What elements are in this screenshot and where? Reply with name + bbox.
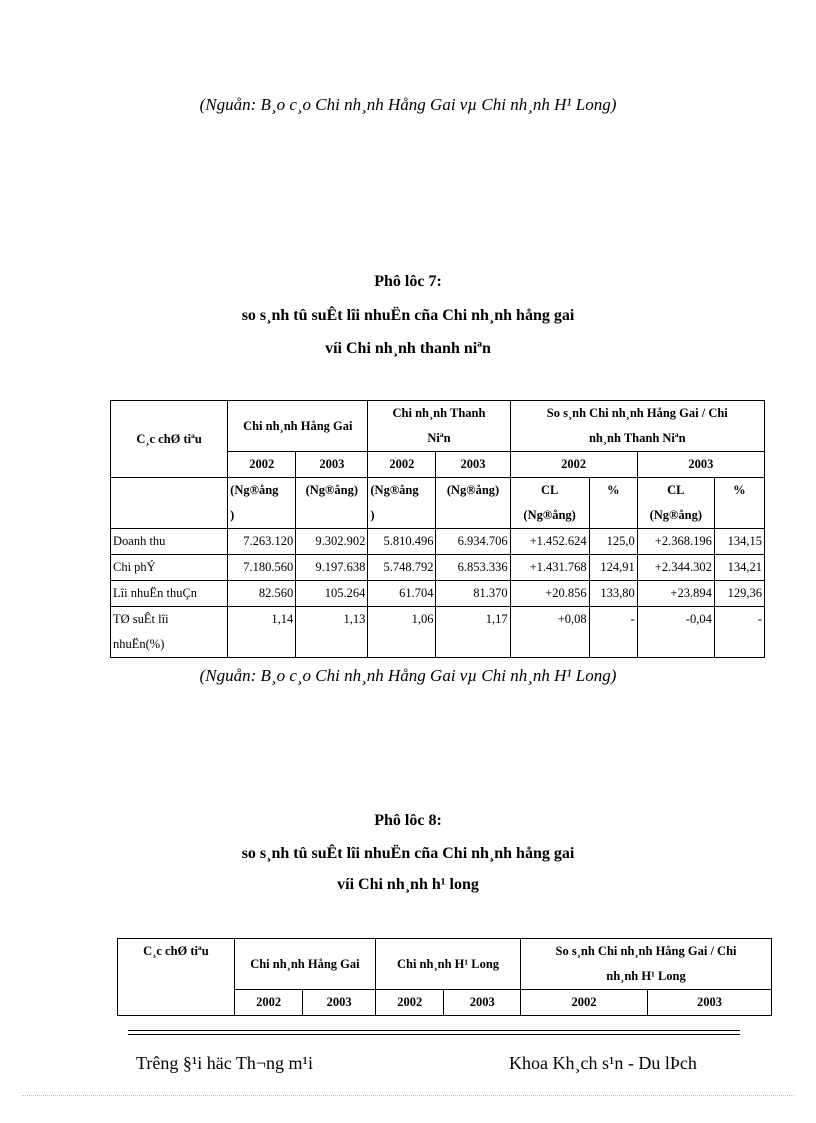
year-header: 2002 (375, 990, 444, 1016)
value-cell: +1.452.624 (510, 529, 589, 555)
appendix-7-table (110, 400, 765, 658)
appendix-7-title-line1: so s¸nh tû suÊt lîi nhuËn cña Chi nh¸nh hång gai (241, 307, 575, 324)
table-row (111, 529, 765, 555)
value-cell: 5.748.792 (368, 555, 436, 581)
value-cell: 9.197.638 (296, 555, 368, 581)
year-header: 2003 (444, 990, 521, 1016)
branch-hong-gai-header: Chi nh¸nh Hång Gai (228, 401, 368, 452)
value-cell: 1,06 (368, 607, 436, 658)
value-cell: 1,17 (436, 607, 510, 658)
row-label: Chi phÝ (111, 555, 228, 581)
value-cell: 124,91 (589, 555, 637, 581)
table-row (111, 555, 765, 581)
table-row (111, 607, 765, 658)
row-label: Doanh thu (111, 529, 228, 555)
value-cell: +1.431.768 (510, 555, 589, 581)
source-note: (Nguån: B¸o c¸o Chi nh¸nh Hång Gai vµ Chi nh¸nh H¹ Long) (199, 95, 617, 114)
value-cell: - (714, 607, 764, 658)
value-cell: 9.302.902 (296, 529, 368, 555)
comparison-header: So s¸nh Chi nh¸nh Hång Gai / Chi nh¸nh H¹ Long (521, 939, 772, 990)
value-cell: +2.368.196 (637, 529, 714, 555)
year-header: 2003 (303, 990, 376, 1016)
appendix-7-label: Phô lôc 7: (374, 273, 442, 290)
value-cell: 6.853.336 (436, 555, 510, 581)
appendix-8-title-line1: so s¸nh tû suÊt lîi nhuËn cña Chi nh¸nh hång gai (241, 845, 575, 862)
table-row (111, 581, 765, 607)
value-cell: +2.344.302 (637, 555, 714, 581)
year-header: 2002 (228, 452, 296, 478)
year-header: 2002 (368, 452, 436, 478)
value-cell: -0,04 (637, 607, 714, 658)
branch-hong-gai-header: Chi nh¸nh Hång Gai (234, 939, 375, 990)
unit-cell: (Ng®ång ) (368, 478, 436, 529)
appendix-8-title-line2: víi Chi nh¸nh h¹ long (337, 876, 479, 893)
footer-divider (128, 1030, 740, 1035)
criteria-header: C¸c chØ tiªu (111, 401, 228, 478)
unit-cell: (Ng®ång) (296, 478, 368, 529)
value-cell: 81.370 (436, 581, 510, 607)
value-cell: 129,36 (714, 581, 764, 607)
unit-cell: (Ng®ång ) (228, 478, 296, 529)
value-cell: 1,14 (228, 607, 296, 658)
value-cell: - (589, 607, 637, 658)
appendix-7-title-line2: víi Chi nh¸nh thanh niªn (325, 340, 491, 357)
value-cell: 125,0 (589, 529, 637, 555)
value-cell: 133,80 (589, 581, 637, 607)
criteria-header: C¸c chØ tiªu (118, 939, 235, 1016)
value-cell: 1,13 (296, 607, 368, 658)
value-cell: 6.934.706 (436, 529, 510, 555)
value-cell: 134,15 (714, 529, 764, 555)
row-label: Lîi nhuËn thuÇn (111, 581, 228, 607)
page-bottom-dotted-line (22, 1095, 794, 1096)
empty-cell (111, 478, 228, 529)
value-cell: 105.264 (296, 581, 368, 607)
year-header: 2003 (637, 452, 764, 478)
pct-cell: % (589, 478, 637, 529)
footer-university: Trêng §¹i häc Th¬ng m¹i (136, 1053, 313, 1073)
year-header: 2003 (648, 990, 772, 1016)
pct-cell: % (714, 478, 764, 529)
appendix-8-table (117, 938, 772, 1016)
branch-thanh-nien-header: Chi nh¸nh Thanh Niªn (368, 401, 510, 452)
year-header: 2003 (436, 452, 510, 478)
value-cell: +0,08 (510, 607, 589, 658)
year-header: 2003 (296, 452, 368, 478)
value-cell: +20.856 (510, 581, 589, 607)
source-note: (Nguån: B¸o c¸o Chi nh¸nh Hång Gai vµ Chi nh¸nh H¹ Long) (199, 666, 617, 685)
year-header: 2002 (510, 452, 637, 478)
year-header: 2002 (521, 990, 648, 1016)
year-header: 2002 (234, 990, 303, 1016)
cl-unit-cell: CL (Ng®ång) (637, 478, 714, 529)
value-cell: 61.704 (368, 581, 436, 607)
value-cell: +23.894 (637, 581, 714, 607)
value-cell: 134,21 (714, 555, 764, 581)
value-cell: 82.560 (228, 581, 296, 607)
footer-faculty: Khoa Kh¸ch s¹n - Du lÞch (509, 1053, 697, 1073)
appendix-8-label: Phô lôc 8: (374, 812, 442, 829)
value-cell: 5.810.496 (368, 529, 436, 555)
comparison-header: So s¸nh Chi nh¸nh Hång Gai / Chi nh¸nh Thanh Niªn (510, 401, 764, 452)
unit-cell: (Ng®ång) (436, 478, 510, 529)
branch-ha-long-header: Chi nh¸nh H¹ Long (375, 939, 520, 990)
value-cell: 7.180.560 (228, 555, 296, 581)
value-cell: 7.263.120 (228, 529, 296, 555)
cl-unit-cell: CL (Ng®ång) (510, 478, 589, 529)
row-label: TØ suÊt lîi nhuËn(%) (111, 607, 228, 658)
